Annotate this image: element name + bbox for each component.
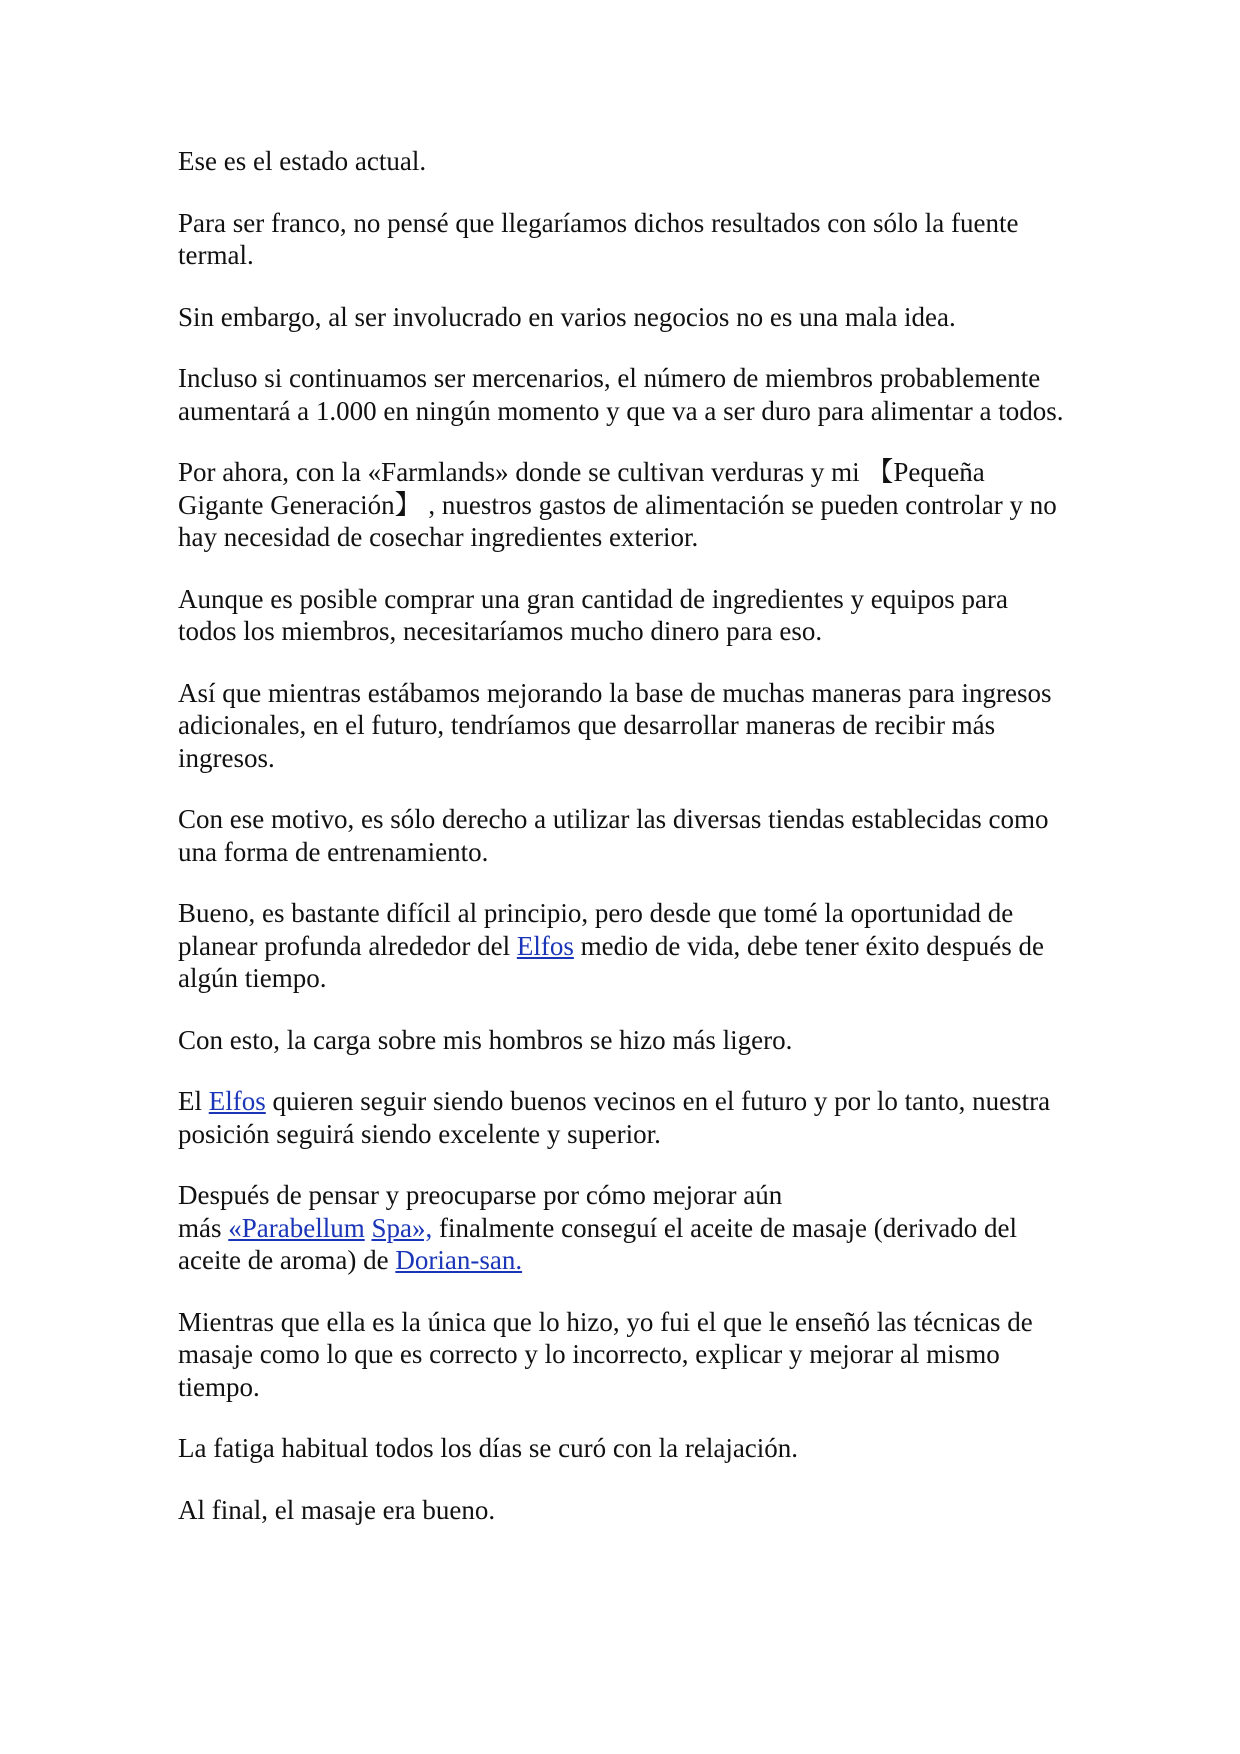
paragraph-10: Con esto, la carga sobre mis hombros se hizo más ligero. [178, 1024, 793, 1055]
parabellum-link[interactable]: «Parabellum [228, 1212, 365, 1243]
paragraph-9 [178, 897, 1068, 995]
elfos-link[interactable]: Elfos [516, 930, 574, 961]
paragraph-2: Para ser franco, no pensé que llegaríamos dichos resultados con sólo la fuente termal. [178, 207, 1019, 270]
paragraph-13: Mientras que ella es la única que lo hizo, yo fui el que le enseñó las técnicas de masaje como lo que es correcto y lo incorrecto, explicar y mejorar al mismo tiempo. [178, 1306, 1033, 1402]
paragraph-3: Sin embargo, al ser involucrado en varios negocios no es una mala idea. [178, 301, 956, 332]
paragraph-5: Por ahora, con la «Farmlands» donde se cultivan verduras y mi 【Pequeña Gigante Generación】 , nuestros gastos de alimentación se pueden controlar y no hay necesidad de cosechar ingredientes exterior. [178, 457, 1057, 552]
elfos-link[interactable]: Elfos [208, 1086, 266, 1116]
paragraph-14: La fatiga habitual todos los días se curó con la relajación. [178, 1433, 799, 1463]
spa-link[interactable]: Spa», [371, 1212, 433, 1243]
paragraph-12-text-before: más [178, 1212, 229, 1243]
dorian-san-link[interactable]: Dorian-san. [395, 1245, 523, 1275]
document-page [178, 145, 1068, 1555]
paragraph-11 [178, 1085, 1068, 1150]
paragraph-9-text-after: medio de vida, debe tener éxito después de algún tiempo. [178, 930, 1044, 993]
paragraph-4: Incluso si continuamos ser mercenarios, el número de miembros probablemente aumentará a 1.000 en ningún momento y que va a ser duro para alimentar a todos. [178, 363, 1064, 426]
paragraph-9-text-before: Bueno, es bastante difícil al principio, pero desde que tomé la oportunidad de planear profunda alrededor del [178, 898, 1014, 961]
paragraph-7: Así que mientras estábamos mejorando la base de muchas maneras para ingresos adicionales, en el futuro, tendríamos que desarrollar maneras de recibir más ingresos. [178, 677, 1052, 773]
paragraph-15: Al final, el masaje era bueno. [178, 1494, 496, 1525]
paragraph-12-text-middle: finalmente conseguí el aceite de masaje (derivado del aceite de aroma) de [178, 1212, 1017, 1275]
paragraph-12-line-1: Después de pensar y preocuparse por cómo mejorar aún [178, 1180, 783, 1210]
paragraph-12 [178, 1179, 1068, 1277]
paragraph-8: Con ese motivo, es sólo derecho a utilizar las diversas tiendas establecidas como una forma de entrenamiento. [178, 804, 1049, 867]
paragraph-6: Aunque es posible comprar una gran cantidad de ingredientes y equipos para todos los miembros, necesitaríamos mucho dinero para eso. [178, 583, 1008, 646]
paragraph-11-text-before: El [178, 1086, 209, 1116]
paragraph-1: Ese es el estado actual. [178, 146, 427, 176]
paragraph-11-text-after: quieren seguir siendo buenos vecinos en el futuro y por lo tanto, nuestra posición seguirá siendo excelente y superior. [178, 1086, 1051, 1149]
